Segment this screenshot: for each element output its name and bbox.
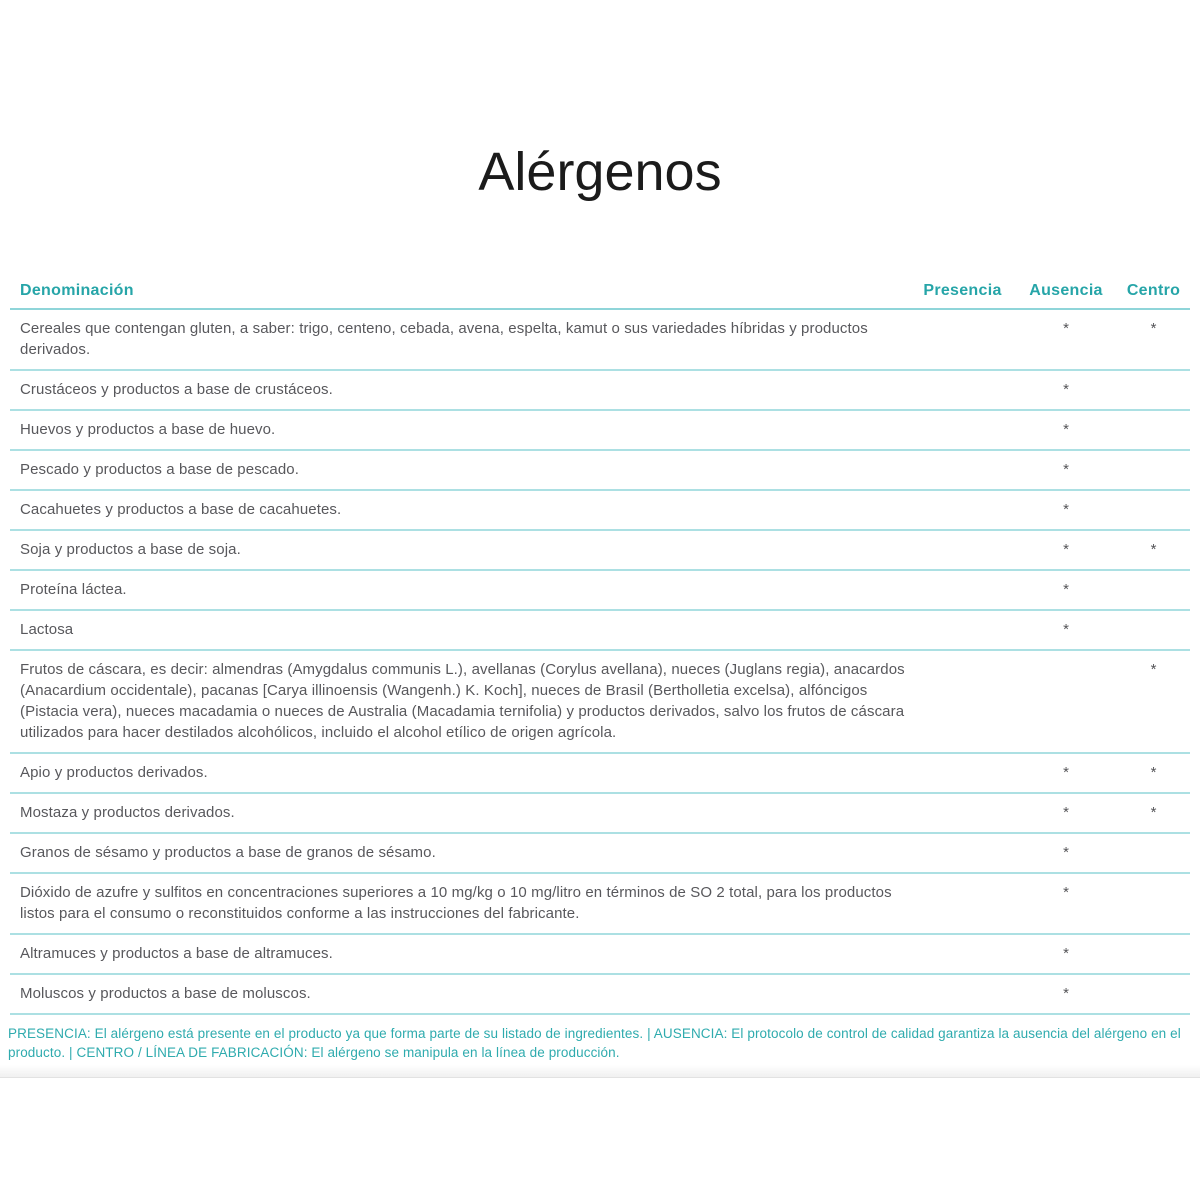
allergen-name: Moluscos y productos a base de moluscos.	[20, 985, 311, 1002]
column-header-ausencia: Ausencia	[1029, 282, 1103, 299]
centro-mark: *	[1150, 320, 1157, 337]
ausencia-mark: *	[1063, 421, 1069, 438]
allergen-name: Granos de sésamo y productos a base de granos de sésamo.	[20, 844, 436, 861]
table-row	[10, 611, 1190, 651]
table-row	[10, 754, 1190, 794]
table-row	[10, 794, 1190, 834]
allergen-name: Frutos de cáscara, es decir: almendras (Amygdalus communis L.), avellanas (Corylus avellana), nueces (Juglans regia), anacardos (Anacardium occidentale), pacanas [Carya illinoensis (Wangenh.) K. Koch], nueces de Brasil (Bertholletia excelsa), alfóncigos (Pistacia vera), nueces macadamia o nueces de Australia (Macadamia ternifolia) y productos derivados, salvo los frutos de cáscara utilizados para hacer destilados alcohólicos, incluido el alcohol etílico de origen agrícola.	[20, 661, 905, 741]
allergen-name: Altramuces y productos a base de altramuces.	[20, 945, 333, 962]
allergen-name: Mostaza y productos derivados.	[20, 804, 235, 821]
ausencia-mark: *	[1063, 581, 1069, 598]
table-row	[10, 874, 1190, 935]
table-row	[10, 371, 1190, 411]
ausencia-mark: *	[1063, 320, 1069, 337]
allergen-name: Lactosa	[20, 621, 74, 638]
ausencia-mark: *	[1063, 541, 1069, 558]
ausencia-mark: *	[1063, 884, 1069, 901]
table-header-row	[10, 282, 1190, 310]
allergen-name: Cereales que contengan gluten, a saber: trigo, centeno, cebada, avena, espelta, kamut o sus variedades híbridas y productos derivados.	[20, 320, 868, 358]
centro-mark: *	[1150, 661, 1157, 678]
centro-mark: *	[1150, 804, 1157, 821]
allergen-name: Apio y productos derivados.	[20, 764, 208, 781]
column-header-centro: Centro	[1126, 282, 1181, 299]
allergen-table	[10, 282, 1190, 1015]
table-row	[10, 651, 1190, 754]
table-row	[10, 531, 1190, 571]
table-row	[10, 411, 1190, 451]
table-row	[10, 491, 1190, 531]
ausencia-mark: *	[1063, 945, 1069, 962]
centro-mark: *	[1150, 764, 1157, 781]
ausencia-mark: *	[1063, 764, 1069, 781]
ausencia-mark: *	[1063, 461, 1069, 478]
allergen-name: Pescado y productos a base de pescado.	[20, 461, 299, 478]
ausencia-mark: *	[1063, 985, 1069, 1002]
table-row	[10, 935, 1190, 975]
allergen-name: Proteína láctea.	[20, 581, 127, 598]
page-title: Alérgenos	[478, 142, 722, 202]
allergen-name: Huevos y productos a base de huevo.	[20, 421, 276, 438]
allergen-name: Cacahuetes y productos a base de cacahuetes.	[20, 501, 342, 518]
table-body	[10, 310, 1190, 1015]
ausencia-mark: *	[1063, 381, 1069, 398]
allergen-name: Soja y productos a base de soja.	[20, 541, 241, 558]
column-header-presencia: Presencia	[923, 282, 1002, 299]
allergen-name: Dióxido de azufre y sulfitos en concentraciones superiores a 10 mg/kg o 10 mg/litro en términos de SO 2 total, para los productos listos para el consumo o reconstituidos conforme a las instrucciones del fabricante.	[20, 884, 892, 922]
section-bottom-shadow	[0, 1065, 1200, 1078]
table-row	[10, 451, 1190, 491]
ausencia-mark: *	[1063, 804, 1069, 821]
table-row	[10, 975, 1190, 1015]
table-row	[10, 834, 1190, 874]
column-header-denominacion: Denominación	[20, 282, 134, 299]
centro-mark: *	[1150, 541, 1157, 558]
legend-note: PRESENCIA: El alérgeno está presente en el producto ya que forma parte de su listado de ingredientes. | AUSENCIA: El protocolo de control de calidad garantiza la ausencia del alérgeno en el producto. | CENTRO / LÍNEA DE FABRICACIÓN: El alérgeno se manipula en la línea de producción.	[8, 1026, 1181, 1060]
table-row	[10, 310, 1190, 371]
allergen-name: Crustáceos y productos a base de crustáceos.	[20, 381, 333, 398]
table-row	[10, 571, 1190, 611]
ausencia-mark: *	[1063, 501, 1069, 518]
ausencia-mark: *	[1063, 621, 1069, 638]
ausencia-mark: *	[1063, 844, 1069, 861]
